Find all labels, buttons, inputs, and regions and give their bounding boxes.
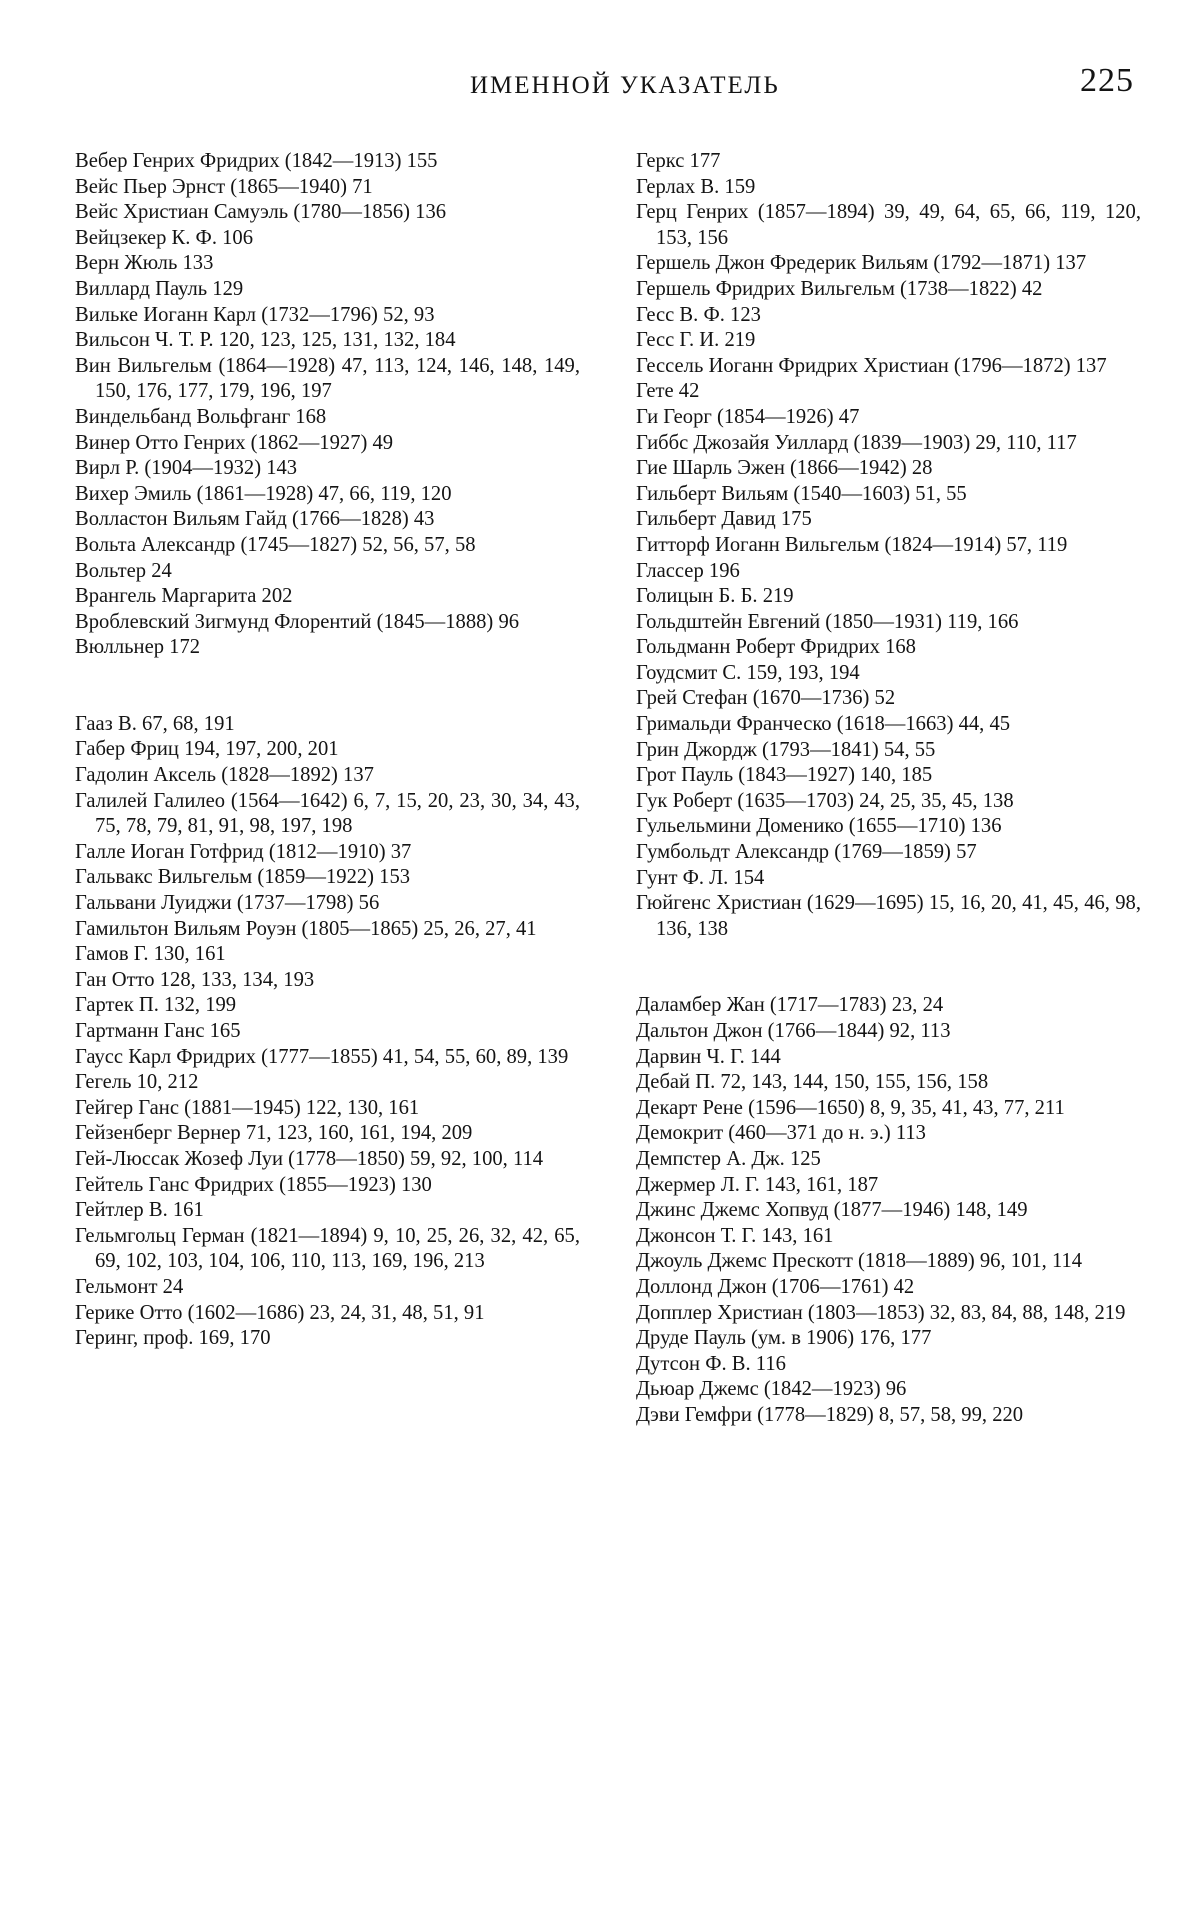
index-entry: Габер Фриц 194, 197, 200, 201 xyxy=(75,738,339,761)
index-entry: Гитторф Иоганн Вильгельм (1824—1914) 57, 119 xyxy=(636,533,1068,556)
index-entry: Грот Пауль (1843—1927) 140, 185 xyxy=(636,764,933,787)
index-entry: Гейзенберг Вернер 71, 123, 160, 161, 194, 209 xyxy=(75,1122,473,1145)
index-entry: Доллонд Джон (1706—1761) 42 xyxy=(636,1275,915,1298)
index-entry: Гейтель Ганс Фридрих (1855—1923) 130 xyxy=(75,1173,432,1196)
index-entry: Врангель Маргарита 202 xyxy=(75,585,293,608)
index-entry: Дебай П. 72, 143, 144, 150, 155, 156, 158 xyxy=(636,1071,989,1094)
index-entry: Гершель Фридрих Вильгельм (1738—1822) 42 xyxy=(636,277,1043,300)
index-entry: Джермер Л. Г. 143, 161, 187 xyxy=(636,1173,879,1196)
index-column-right xyxy=(636,149,1141,1429)
index-entry: Гальвакс Вильгельм (1859—1922) 153 xyxy=(75,866,411,889)
index-entry: Друде Пауль (ум. в 1906) 176, 177 xyxy=(636,1327,932,1350)
index-entry: Вихер Эмиль (1861—1928) 47, 66, 119, 120 xyxy=(75,482,452,505)
page-number: 225 xyxy=(1080,62,1134,99)
index-group-g-continued xyxy=(636,149,1141,942)
index-entry: Гунт Ф. Л. 154 xyxy=(636,866,765,889)
index-entry: Гук Роберт (1635—1703) 24, 25, 35, 45, 138 xyxy=(636,789,1014,812)
index-entry: Герике Отто (1602—1686) 23, 24, 31, 48, 51, 91 xyxy=(75,1301,485,1324)
index-entry: Дарвин Ч. Г. 144 xyxy=(636,1045,781,1068)
index-entry: Гейтлер В. 161 xyxy=(75,1199,204,1222)
index-entry: Гальвани Луиджи (1737—1798) 56 xyxy=(75,892,380,915)
index-entry: Галле Иоган Готфрид (1812—1910) 37 xyxy=(75,840,412,863)
index-entry: Ган Отто 128, 133, 134, 193 xyxy=(75,968,315,991)
index-entry: Вейс Христиан Самуэль (1780—1856) 136 xyxy=(75,201,447,224)
index-entry: Вильке Иоганн Карл (1732—1796) 52, 93 xyxy=(75,303,435,326)
index-entry: Геркс 177 xyxy=(636,150,721,172)
index-entry: Дальтон Джон (1766—1844) 92, 113 xyxy=(636,1020,951,1042)
index-entry: Гамильтон Вильям Роуэн (1805—1865) 25, 26, 27, 41 xyxy=(75,917,537,940)
index-entry: Гие Шарль Эжен (1866—1942) 28 xyxy=(636,457,933,480)
index-entry: Дутсон Ф. В. 116 xyxy=(636,1352,786,1375)
index-entry: Гершель Джон Фредерик Вильям (1792—1871) 137 xyxy=(636,252,1087,275)
index-group-d xyxy=(636,993,1141,1428)
index-entry: Вроблевский Зигмунд Флорентий (1845—1888) 96 xyxy=(75,610,520,633)
index-entry: Гаусс Карл Фридрих (1777—1855) 41, 54, 55, 60, 89, 139 xyxy=(75,1045,569,1068)
running-title: ИМЕННОЙ УКАЗАТЕЛЬ xyxy=(470,72,780,99)
index-entry: Гримальди Франческо (1618—1663) 44, 45 xyxy=(636,713,1011,736)
index-entry: Вольта Александр (1745—1827) 52, 56, 57, 58 xyxy=(75,533,476,556)
index-entry: Гюйгенс Христиан (1629—1695) 15, 16, 20, 41, 45, 46, 98, 136, 138 xyxy=(636,892,1141,940)
index-entry: Гейгер Ганс (1881—1945) 122, 130, 161 xyxy=(75,1096,420,1119)
index-entry: Вин Вильгельм (1864—1928) 47, 113, 124, 146, 148, 149, 150, 176, 177, 179, 196, 197 xyxy=(75,354,580,403)
index-entry: Вирл Р. (1904—1932) 143 xyxy=(75,457,298,480)
index-entry: Гадолин Аксель (1828—1892) 137 xyxy=(75,764,374,787)
index-entry: Гааз В. 67, 68, 191 xyxy=(75,712,235,735)
index-entry: Дэви Гемфри (1778—1829) 8, 57, 58, 99, 220 xyxy=(636,1403,1024,1426)
index-entry: Гульельмини Доменико (1655—1710) 136 xyxy=(636,815,1002,838)
index-column-left xyxy=(75,149,580,1352)
index-entry: Вейцзекер К. Ф. 106 xyxy=(75,226,254,249)
index-entry: Гессель Иоганн Фридрих Христиан (1796—1872) 137 xyxy=(636,354,1107,377)
index-entry: Джинс Джемс Хопвуд (1877—1946) 148, 149 xyxy=(636,1199,1028,1222)
index-entry: Гамов Г. 130, 161 xyxy=(75,943,226,966)
index-entry: Гиббс Джозайя Уиллард (1839—1903) 29, 110, 117 xyxy=(636,431,1077,454)
index-entry: Голицын Б. Б. 219 xyxy=(636,585,794,608)
index-entry: Гельмонт 24 xyxy=(75,1275,184,1298)
index-entry: Гильберт Вильям (1540—1603) 51, 55 xyxy=(636,482,967,505)
index-entry: Геринг, проф. 169, 170 xyxy=(75,1327,271,1350)
group-separator xyxy=(75,661,580,712)
index-entry: Вейс Пьер Эрнст (1865—1940) 71 xyxy=(75,175,373,198)
index-entry: Гартек П. 132, 199 xyxy=(75,994,237,1017)
index-entry: Вебер Генрих Фридрих (1842—1913) 155 xyxy=(75,150,438,172)
group-separator xyxy=(636,942,1141,993)
index-entry: Верн Жюль 133 xyxy=(75,252,214,275)
index-entry: Вольтер 24 xyxy=(75,559,172,582)
index-entry: Грин Джордж (1793—1841) 54, 55 xyxy=(636,738,936,761)
index-entry: Гельмгольц Герман (1821—1894) 9, 10, 25, 26, 32, 42, 65, 69, 102, 103, 104, 106, 110, 113, 169, 196, 213 xyxy=(75,1224,580,1273)
index-entry: Вильсон Ч. Т. Р. 120, 123, 125, 131, 132, 184 xyxy=(75,329,456,352)
index-entry: Гартманн Ганс 165 xyxy=(75,1020,241,1042)
index-entry: Виллард Пауль 129 xyxy=(75,277,244,300)
index-entry: Допплер Христиан (1803—1853) 32, 83, 84, 88, 148, 219 xyxy=(636,1301,1126,1324)
index-entry: Гегель 10, 212 xyxy=(75,1071,199,1094)
index-entry: Джоуль Джемс Прескотт (1818—1889) 96, 101, 114 xyxy=(636,1250,1083,1273)
index-entry: Галилей Галилео (1564—1642) 6, 7, 15, 20, 23, 30, 34, 43, 75, 78, 79, 81, 91, 98, 197, 198 xyxy=(75,789,580,838)
page-header xyxy=(0,62,1200,108)
index-entry: Вюлльнер 172 xyxy=(75,636,201,659)
index-entry: Гесс Г. И. 219 xyxy=(636,329,756,352)
index-entry: Гумбольдт Александр (1769—1859) 57 xyxy=(636,841,977,864)
index-entry: Гильберт Давид 175 xyxy=(636,508,812,531)
index-entry: Волластон Вильям Гайд (1766—1828) 43 xyxy=(75,508,435,531)
index-entry: Глассер 196 xyxy=(636,559,740,582)
index-group-v xyxy=(75,149,580,661)
index-entry: Гольдманн Роберт Фридрих 168 xyxy=(636,636,916,659)
index-entry: Демокрит (460—371 до н. э.) 113 xyxy=(636,1122,926,1145)
index-group-g xyxy=(75,712,580,1352)
index-entry: Виндельбанд Вольфганг 168 xyxy=(75,405,327,428)
index-entry: Гоудсмит С. 159, 193, 194 xyxy=(636,661,860,684)
index-entry: Герц Генрих (1857—1894) 39, 49, 64, 65, 66, 119, 120, 153, 156 xyxy=(636,201,1141,249)
index-entry: Даламбер Жан (1717—1783) 23, 24 xyxy=(636,994,944,1017)
index-entry: Гете 42 xyxy=(636,380,700,403)
index-entry: Гесс В. Ф. 123 xyxy=(636,303,761,326)
index-entry: Декарт Рене (1596—1650) 8, 9, 35, 41, 43, 77, 211 xyxy=(636,1096,1065,1119)
index-entry: Джонсон Т. Г. 143, 161 xyxy=(636,1224,834,1247)
index-entry: Дьюар Джемс (1842—1923) 96 xyxy=(636,1378,907,1401)
index-entry: Демпстер А. Дж. 125 xyxy=(636,1147,821,1170)
index-entry: Герлах В. 159 xyxy=(636,175,756,198)
index-entry: Гей-Люссак Жозеф Луи (1778—1850) 59, 92, 100, 114 xyxy=(75,1147,544,1170)
index-entry: Гольдштейн Евгений (1850—1931) 119, 166 xyxy=(636,610,1019,633)
index-entry: Грей Стефан (1670—1736) 52 xyxy=(636,687,896,710)
index-entry: Винер Отто Генрих (1862—1927) 49 xyxy=(75,431,394,454)
index-entry: Ги Георг (1854—1926) 47 xyxy=(636,405,860,428)
